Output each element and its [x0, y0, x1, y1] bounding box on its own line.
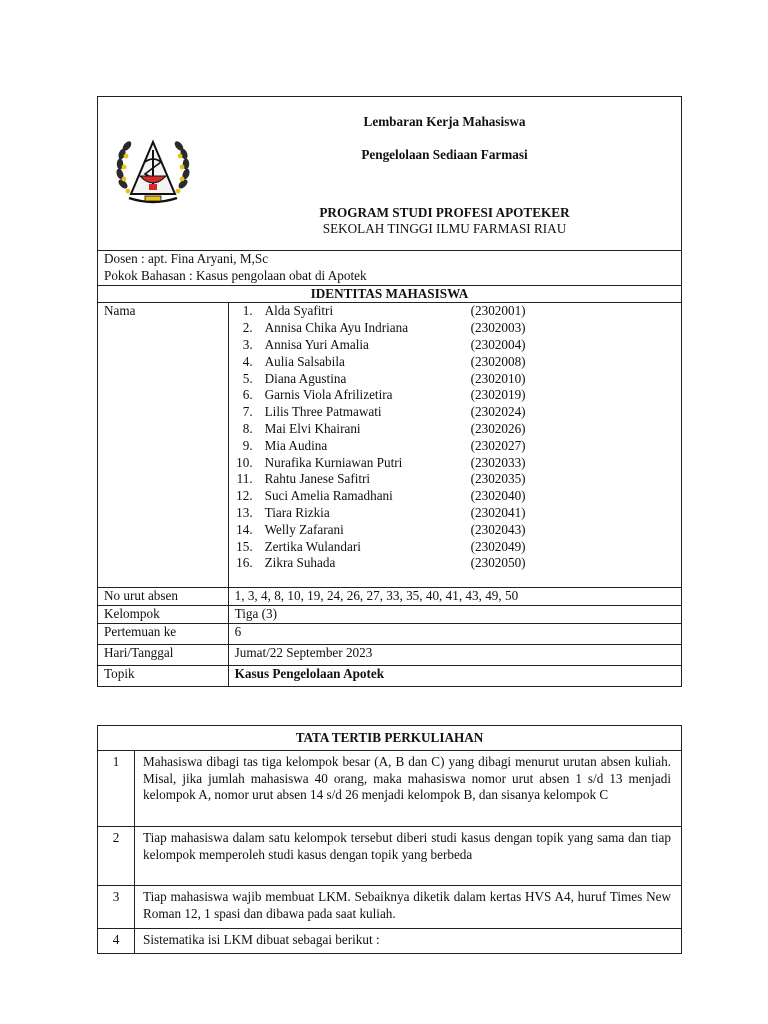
member-name: Suci Amelia Ramadhani: [264, 488, 393, 504]
member-name: Garnis Viola Afrilizetira: [264, 387, 393, 403]
member-nim: (2302003): [470, 320, 526, 336]
member-list: [235, 303, 675, 572]
member-name: Zertika Wulandari: [264, 538, 361, 554]
member-number: 8.: [242, 420, 253, 436]
rule-text: Sistematika isi LKM dibuat sebagai berikut :: [135, 928, 682, 953]
member-item: [235, 505, 675, 522]
field-row-tanggal: [98, 644, 682, 665]
worksheet-info-table: [97, 96, 682, 687]
rule-text: Mahasiswa dibagi tas tiga kelompok besar (A, B dan C) yang dibagi menurut urutan absen kuliah. Misal, jika jumlah mahasiswa 40 orang, maka mahasiswa nomor urut absen 1 s/d 13 menjadi kelompok A, nomor urut absen 14 s/d 26 menjadi kelompok B, dan sisanya kelompok C: [135, 750, 682, 826]
member-name: Annisa Chika Ayu Indriana: [264, 320, 409, 336]
member-number: 11.: [236, 471, 253, 487]
rule-number: 1: [98, 750, 135, 826]
member-name: Rahtu Janese Safitri: [264, 471, 371, 487]
course-title: Pengelolaan Sediaan Farmasi: [361, 146, 528, 162]
member-name: Annisa Yuri Amalia: [264, 336, 369, 352]
field-label: No urut absen: [98, 588, 229, 606]
field-row-pertemuan: [98, 623, 682, 644]
member-nim: (2302001): [470, 303, 526, 319]
member-number: 7.: [242, 404, 253, 420]
member-item: [235, 404, 675, 421]
field-value: Jumat/22 September 2023: [228, 644, 681, 665]
member-item: [235, 539, 675, 556]
member-name: Aulia Salsabila: [264, 353, 345, 369]
member-item: [235, 387, 675, 404]
member-name: Tiara Rizkia: [264, 504, 330, 520]
member-name: Alda Syafitri: [264, 303, 334, 319]
rule-number: 3: [98, 885, 135, 928]
member-number: 1.: [242, 303, 253, 319]
field-value: Kasus Pengelolaan Apotek: [228, 665, 681, 686]
field-row-absen: [98, 588, 682, 606]
member-number: 4.: [242, 353, 253, 369]
institution-name: SEKOLAH TINGGI ILMU FARMASI RIAU: [322, 221, 567, 237]
program-title: PROGRAM STUDI PROFESI APOTEKER: [319, 204, 570, 220]
member-number: 3.: [242, 336, 253, 352]
member-nim: (2302019): [470, 387, 526, 403]
rule-text: Tiap mahasiswa dalam satu kelompok tersebut diberi studi kasus dengan topik yang sama dan tiap kelompok memperoleh studi kasus dengan topik yang berbeda: [135, 826, 682, 885]
member-nim: (2302008): [470, 353, 526, 369]
member-number: 16.: [236, 555, 253, 571]
field-label: Hari/Tanggal: [98, 644, 229, 665]
field-value: 6: [228, 623, 681, 644]
member-number: 13.: [236, 504, 253, 520]
worksheet-title: Lembaran Kerja Mahasiswa: [363, 114, 526, 129]
member-item: [235, 354, 675, 371]
rule-row: [98, 826, 682, 885]
member-number: 14.: [236, 521, 253, 537]
member-item: [235, 555, 675, 572]
member-name: Zikra Suhada: [264, 555, 336, 571]
field-row-kelompok: [98, 605, 682, 623]
identitas-title: IDENTITAS MAHASISWA: [98, 285, 682, 303]
rules-table: [97, 725, 682, 954]
member-item: [235, 471, 675, 488]
rule-number: 4: [98, 928, 135, 953]
member-item: [235, 371, 675, 388]
member-nim: (2302043): [470, 521, 526, 537]
field-label: Pertemuan ke: [98, 623, 229, 644]
header-row: [98, 97, 682, 251]
rule-row: [98, 750, 682, 826]
member-list-cell: [228, 303, 681, 588]
member-item: [235, 455, 675, 472]
rules-title-row: [98, 726, 682, 751]
member-item: [235, 438, 675, 455]
nama-label: Nama: [98, 303, 229, 588]
member-item: [235, 421, 675, 438]
field-value: Tiga (3): [228, 605, 681, 623]
member-item: [235, 488, 675, 505]
dosen-cell: [98, 251, 682, 286]
member-number: 6.: [242, 387, 253, 403]
member-number: 2.: [242, 320, 253, 336]
member-name: Diana Agustina: [264, 370, 347, 386]
member-name: Nurafika Kurniawan Putri: [264, 454, 403, 470]
member-item: [235, 337, 675, 354]
dosen-row: [98, 251, 682, 286]
member-nim: (2302033): [470, 454, 526, 470]
member-number: 9.: [242, 437, 253, 453]
member-nim: (2302004): [470, 336, 526, 352]
header-title-cell: [208, 97, 682, 251]
member-nim: (2302024): [470, 404, 526, 420]
member-number: 5.: [242, 370, 253, 386]
rule-text: Tiap mahasiswa wajib membuat LKM. Sebaiknya diketik dalam kertas HVS A4, huruf Times New Roman 12, 1 spasi dan dibawa pada saat kuliah.: [135, 885, 682, 928]
member-name: Welly Zafarani: [264, 521, 344, 537]
dosen-text: Dosen : apt. Fina Aryani, M,Sc: [104, 251, 269, 266]
institution-logo-icon: [115, 136, 191, 206]
member-item: [235, 522, 675, 539]
member-number: 15.: [236, 538, 253, 554]
member-item: [235, 320, 675, 337]
member-name: Mai Elvi Khairani: [264, 420, 361, 436]
member-item: [235, 303, 675, 320]
member-nim: (2302027): [470, 437, 526, 453]
field-label: Kelompok: [98, 605, 229, 623]
member-nim: (2302035): [470, 471, 526, 487]
member-name: Lilis Three Patmawati: [264, 404, 382, 420]
member-nim: (2302049): [470, 538, 526, 554]
pokok-bahasan-text: Pokok Bahasan : Kasus pengolaan obat di Apotek: [104, 267, 367, 283]
member-nim: (2302026): [470, 420, 526, 436]
member-nim: (2302040): [470, 488, 526, 504]
member-number: 12.: [236, 488, 253, 504]
identitas-title-row: [98, 285, 682, 303]
member-nim: (2302041): [470, 504, 526, 520]
nama-row: [98, 303, 682, 588]
logo-cell: [98, 97, 209, 251]
rule-row: [98, 885, 682, 928]
rule-number: 2: [98, 826, 135, 885]
field-value: 1, 3, 4, 8, 10, 19, 24, 26, 27, 33, 35, 40, 41, 43, 49, 50: [228, 588, 681, 606]
member-nim: (2302050): [470, 555, 526, 571]
field-label: Topik: [98, 665, 229, 686]
member-nim: (2302010): [470, 370, 526, 386]
member-name: Mia Audina: [264, 437, 328, 453]
rule-row: [98, 928, 682, 953]
field-row-topik: [98, 665, 682, 686]
rules-title: TATA TERTIB PERKULIAHAN: [98, 726, 682, 751]
member-number: 10.: [236, 454, 253, 470]
